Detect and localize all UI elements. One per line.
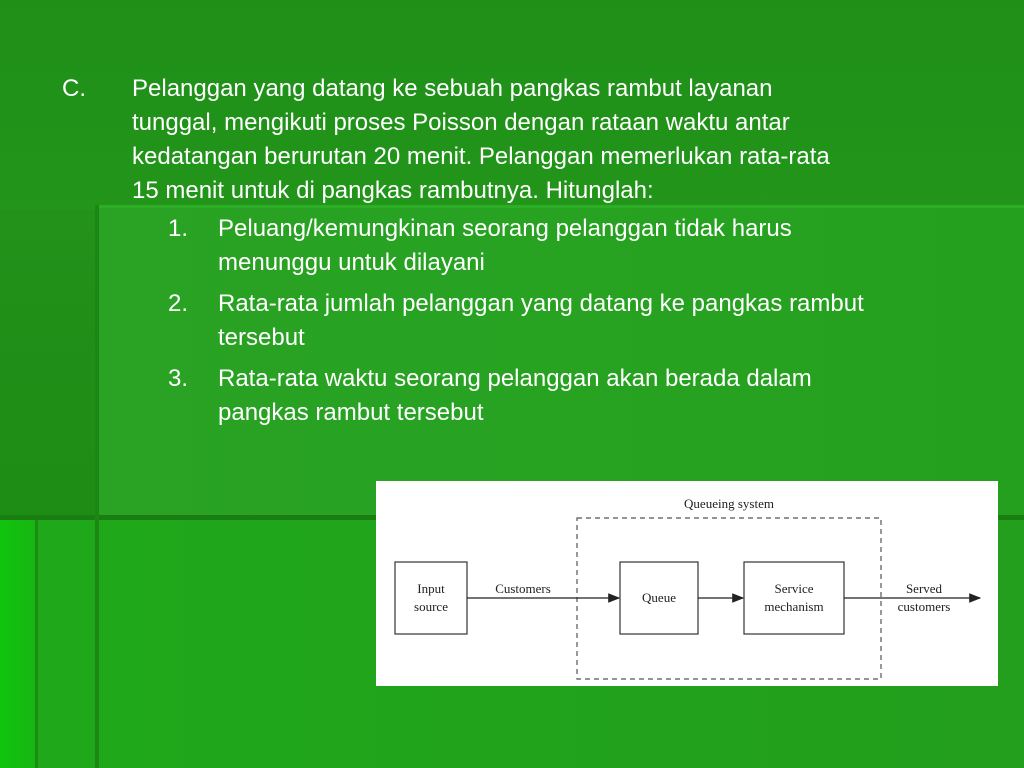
service-mechanism-label-line: mechanism — [764, 599, 824, 614]
served-customers-label-line: customers — [897, 599, 951, 614]
item-line: menunggu untuk dilayani — [218, 249, 485, 276]
queueing-system-label: Queueing system — [684, 496, 774, 511]
item-line: tersebut — [218, 324, 305, 351]
service-mechanism-box — [744, 562, 844, 634]
input-source-label-line: Input — [417, 581, 445, 596]
section-marker: C. — [62, 75, 86, 102]
item-line: Rata-rata waktu seorang pelanggan akan berada dalam — [218, 365, 812, 392]
item-line: Peluang/kemungkinan seorang pelanggan tidak harus — [218, 215, 792, 242]
problem-paragraph — [132, 72, 992, 208]
item-text — [218, 212, 1008, 280]
item-number: 2. — [168, 290, 189, 317]
queueing-system-diagram — [376, 481, 998, 686]
item-number: 3. — [168, 365, 189, 392]
queue-label: Queue — [642, 590, 676, 605]
item-text — [218, 287, 1008, 355]
customers-label: Customers — [495, 581, 551, 596]
input-source-label-line: source — [414, 599, 448, 614]
paragraph-line: tunggal, mengikuti proses Poisson dengan rataan waktu antar — [132, 109, 790, 136]
input-source-box — [395, 562, 467, 634]
item-line: Rata-rata jumlah pelanggan yang datang ke pangkas rambut — [218, 290, 864, 317]
paragraph-line: 15 menit untuk di pangkas rambutnya. Hitunglah: — [132, 177, 654, 204]
paragraph-line: kedatangan berurutan 20 menit. Pelanggan memerlukan rata-rata — [132, 143, 830, 170]
item-text — [218, 362, 1008, 430]
item-line: pangkas rambut tersebut — [218, 399, 484, 426]
served-customers-label-line: Served — [905, 581, 943, 596]
paragraph-line: Pelanggan yang datang ke sebuah pangkas rambut layanan — [132, 75, 773, 102]
service-mechanism-label-line: Service — [774, 581, 814, 596]
item-number: 1. — [168, 215, 189, 242]
